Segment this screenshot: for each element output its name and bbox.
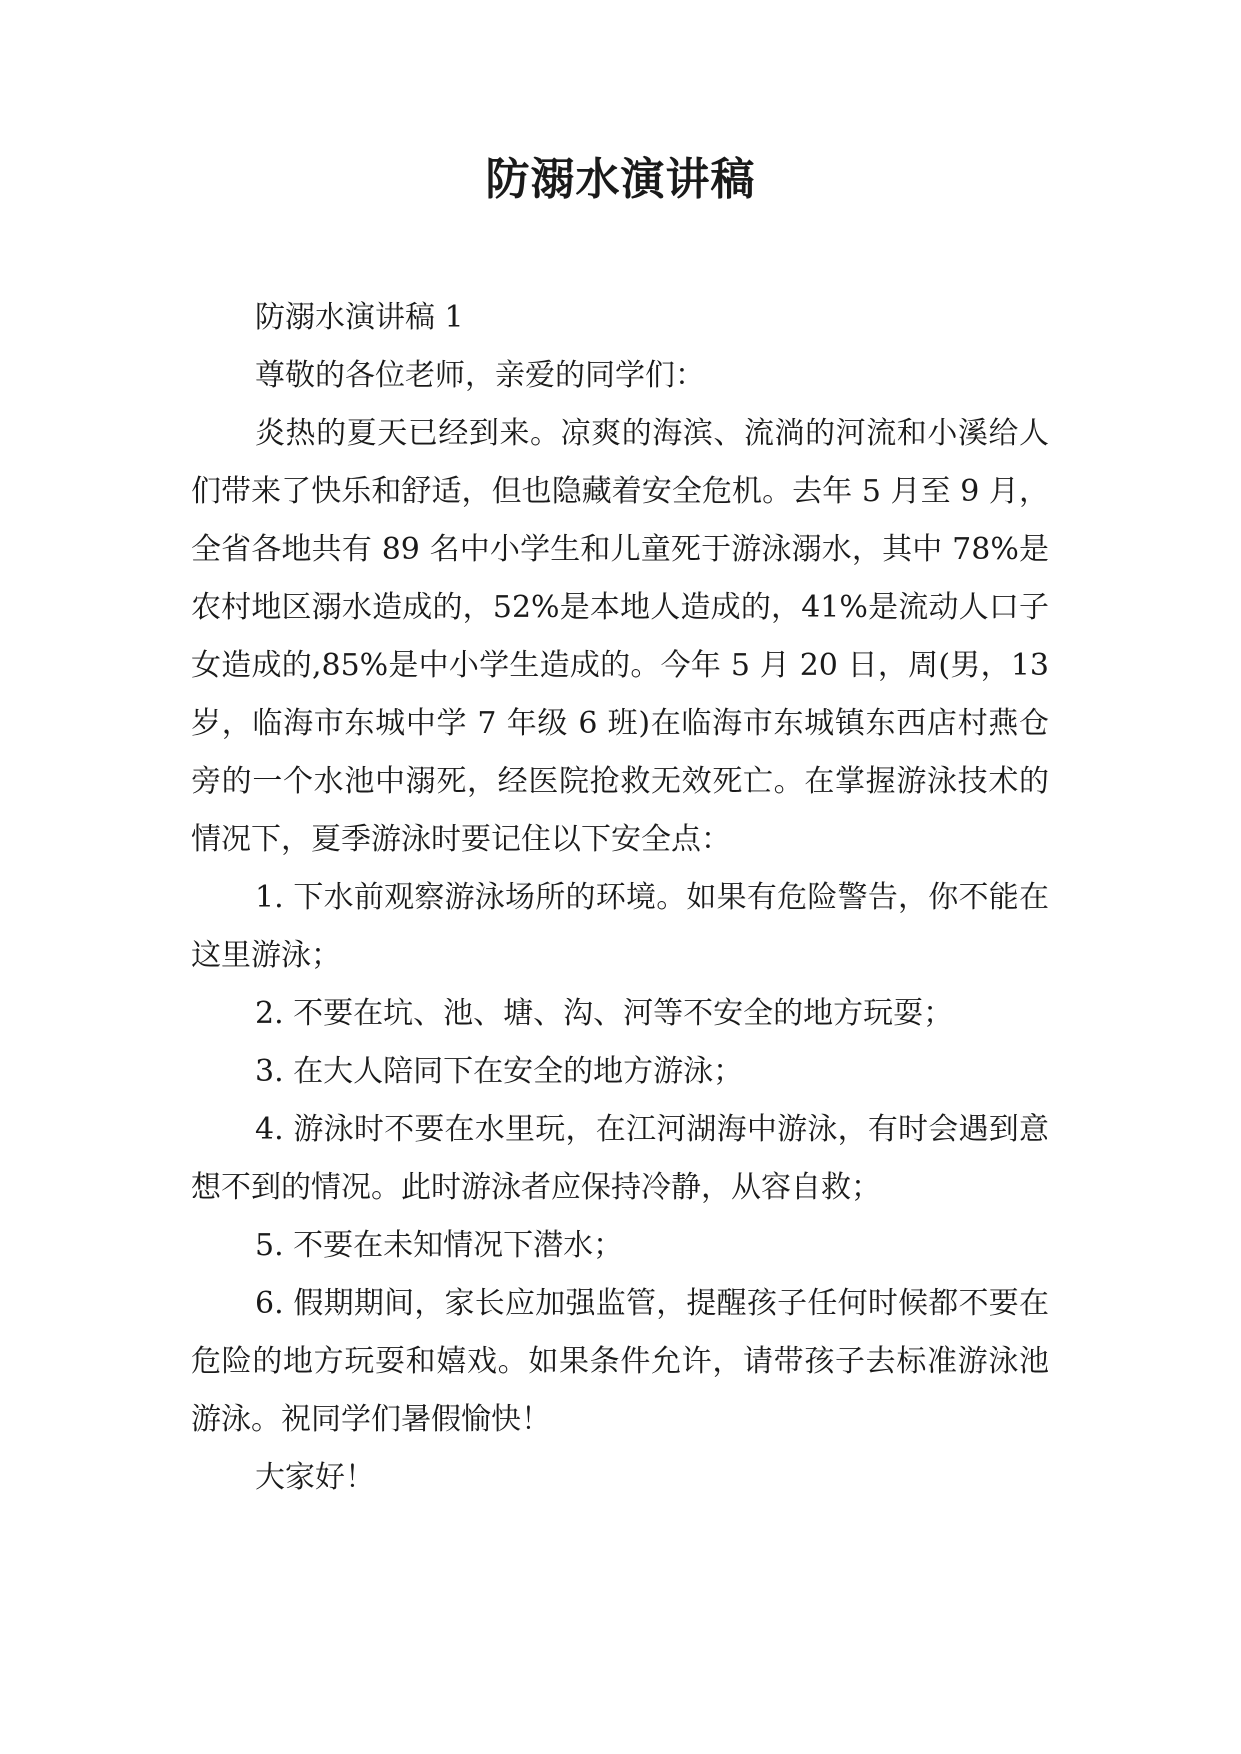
greeting-line: 尊敬的各位老师，亲爱的同学们： bbox=[255, 358, 705, 393]
safety-point-5: 5. 不要在未知情况下潜水； bbox=[255, 1228, 624, 1263]
safety-point-2: 2. 不要在坑、池、塘、沟、河等不安全的地方玩耍； bbox=[255, 996, 954, 1031]
safety-point-6: 6. 假期期间，家长应加强监管，提醒孩子任何时候都不要在危险的地方玩耍和嬉戏。如果条件允许，请带孩子去标准游泳池游泳。祝同学们暑假愉快！ bbox=[191, 1286, 1049, 1437]
heading-line: 防溺水演讲稿 1 bbox=[255, 300, 464, 335]
closing-line: 大家好！ bbox=[255, 1460, 375, 1495]
document-title: 防溺水演讲稿 bbox=[485, 154, 756, 205]
safety-point-1: 1. 下水前观察游泳场所的环境。如果有危险警告，你不能在这里游泳； bbox=[191, 880, 1049, 973]
safety-point-4: 4. 游泳时不要在水里玩，在江河湖海中游泳，有时会遇到意想不到的情况。此时游泳者应保持冷静，从容自救； bbox=[191, 1112, 1049, 1205]
document-body bbox=[191, 289, 1049, 1507]
safety-point-3: 3. 在大人陪同下在安全的地方游泳； bbox=[255, 1054, 744, 1089]
intro-paragraph: 炎热的夏天已经到来。凉爽的海滨、流淌的河流和小溪给人们带来了快乐和舒适，但也隐藏着安全危机。去年 5 月至 9 月，全省各地共有 89 名中小学生和儿童死于游泳溺水，其中 78%是农村地区溺水造成的，52%是本地人造成的，41%是流动人口子女造成的,85%是中小学生造成的。今年 5 月 20 日，周(男，13 岁，临海市东城中学 7 年级 6 班)在临海市东城镇东西店村燕仓旁的一个水池中溺死，经医院抢救无效死亡。在掌握游泳技术的情况下，夏季游泳时要记住以下安全点： bbox=[191, 416, 1049, 857]
